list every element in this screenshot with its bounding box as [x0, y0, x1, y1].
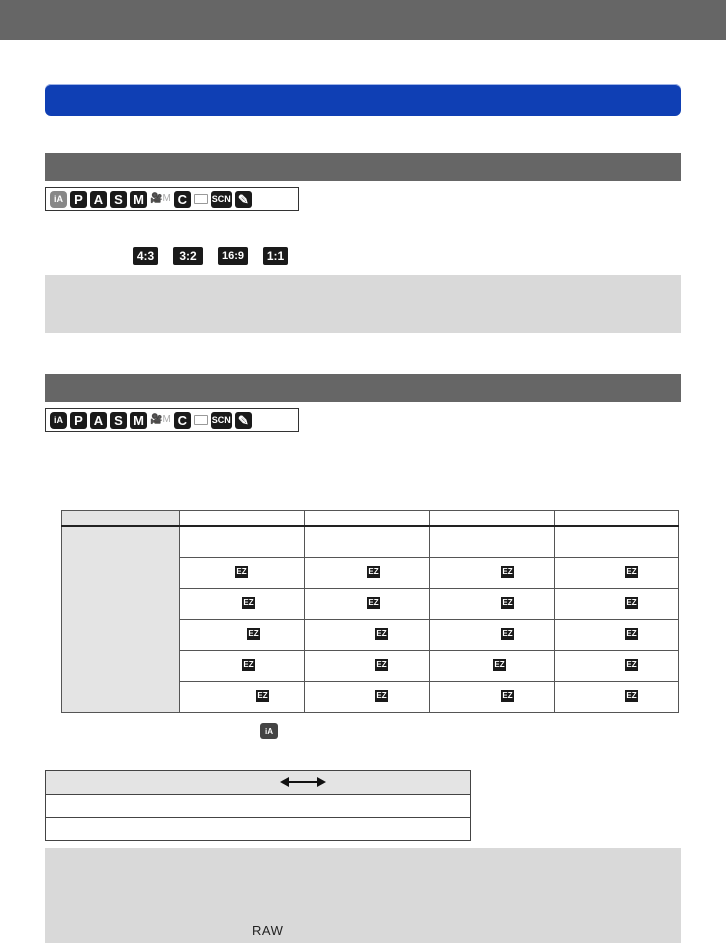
table-cell — [430, 651, 555, 682]
ez-icon: EZ — [502, 598, 513, 607]
scene-mode-icon: SCN — [211, 191, 232, 208]
table-cell — [305, 589, 430, 620]
intelligent-auto-icon: iA — [260, 723, 278, 739]
intelligent-auto-icon: iA — [50, 412, 67, 429]
ez-icon: EZ — [494, 660, 505, 669]
table-cell — [430, 620, 555, 651]
ez-icon: EZ — [502, 567, 513, 576]
ez-icon: EZ — [502, 629, 513, 638]
ez-icon: EZ — [236, 567, 247, 576]
table-header-cell — [62, 511, 180, 527]
ez-icon: EZ — [502, 691, 513, 700]
creative-control-icon: ✎ — [235, 412, 252, 429]
ez-icon: EZ — [376, 629, 387, 638]
program-mode-icon: P — [70, 412, 87, 429]
creative-video-icon: 🎥M — [150, 193, 171, 204]
custom-mode-icon: C — [174, 191, 191, 208]
ez-icon: EZ — [248, 629, 259, 638]
aspect-4-3-icon: 4:3 — [133, 247, 158, 265]
table-header-cell — [555, 511, 679, 527]
table-header-cell — [430, 511, 555, 527]
table-cell — [180, 682, 305, 713]
table-cell — [180, 589, 305, 620]
table-cell — [555, 651, 679, 682]
table-cell — [180, 651, 305, 682]
comparison-table-header — [46, 771, 470, 795]
ez-icon: EZ — [626, 629, 637, 638]
top-header-bar — [0, 0, 726, 40]
note-box — [45, 848, 681, 943]
table-cell — [555, 620, 679, 651]
raw-quality-icon: RAW — [252, 923, 284, 938]
panorama-icon — [194, 415, 208, 425]
aperture-priority-icon: A — [90, 191, 107, 208]
note-box — [45, 275, 681, 333]
table-cell — [305, 651, 430, 682]
table-cell — [180, 558, 305, 589]
table-row — [62, 526, 679, 558]
table-cell — [555, 558, 679, 589]
ez-icon: EZ — [626, 567, 637, 576]
table-cell — [430, 558, 555, 589]
table-header-row — [62, 511, 679, 527]
recording-mode-icons — [45, 187, 299, 211]
aperture-priority-icon: A — [90, 412, 107, 429]
table-cell — [555, 526, 679, 558]
table-cell — [430, 589, 555, 620]
aspect-16-9-icon: 16:9 — [218, 247, 248, 265]
aspect-1-1-icon: 1:1 — [263, 247, 288, 265]
creative-control-icon: ✎ — [235, 191, 252, 208]
table-cell — [180, 620, 305, 651]
manual-mode-icon: M — [130, 191, 147, 208]
picture-size-table — [61, 510, 679, 713]
aspect-3-2-icon: 3:2 — [173, 247, 203, 265]
creative-video-icon: 🎥M — [150, 414, 171, 425]
table-cell — [305, 558, 430, 589]
table-cell — [555, 682, 679, 713]
intelligent-auto-icon: iA — [50, 191, 67, 208]
table-cell — [305, 682, 430, 713]
table-header-cell — [305, 511, 430, 527]
shutter-priority-icon: S — [110, 412, 127, 429]
table-cell — [430, 682, 555, 713]
aspect-ratio-options — [133, 247, 288, 265]
table-cell — [180, 526, 305, 558]
manual-mode-icon: M — [130, 412, 147, 429]
ez-icon: EZ — [368, 567, 379, 576]
program-mode-icon: P — [70, 191, 87, 208]
section-header-picture-size — [45, 374, 681, 402]
ez-icon: EZ — [376, 691, 387, 700]
comparison-table-row — [46, 795, 470, 818]
ez-icon: EZ — [626, 598, 637, 607]
panorama-icon — [194, 194, 208, 204]
table-cell — [555, 589, 679, 620]
recording-mode-icons — [45, 408, 299, 432]
scene-mode-icon: SCN — [211, 412, 232, 429]
ez-icon: EZ — [376, 660, 387, 669]
ez-icon: EZ — [257, 691, 268, 700]
ez-icon: EZ — [243, 660, 254, 669]
ez-icon: EZ — [626, 660, 637, 669]
table-cell — [430, 526, 555, 558]
double-arrow-icon — [280, 775, 326, 789]
ez-icon: EZ — [368, 598, 379, 607]
shutter-priority-icon: S — [110, 191, 127, 208]
ez-icon: EZ — [626, 691, 637, 700]
ez-icon: EZ — [243, 598, 254, 607]
table-cell — [305, 620, 430, 651]
page-title-bar — [45, 84, 681, 116]
custom-mode-icon: C — [174, 412, 191, 429]
table-cell — [305, 526, 430, 558]
comparison-table-row — [46, 818, 470, 840]
section-header-aspect-ratio — [45, 153, 681, 181]
table-header-cell — [180, 511, 305, 527]
comparison-table — [45, 770, 471, 841]
table-row-label-cell — [62, 526, 180, 713]
